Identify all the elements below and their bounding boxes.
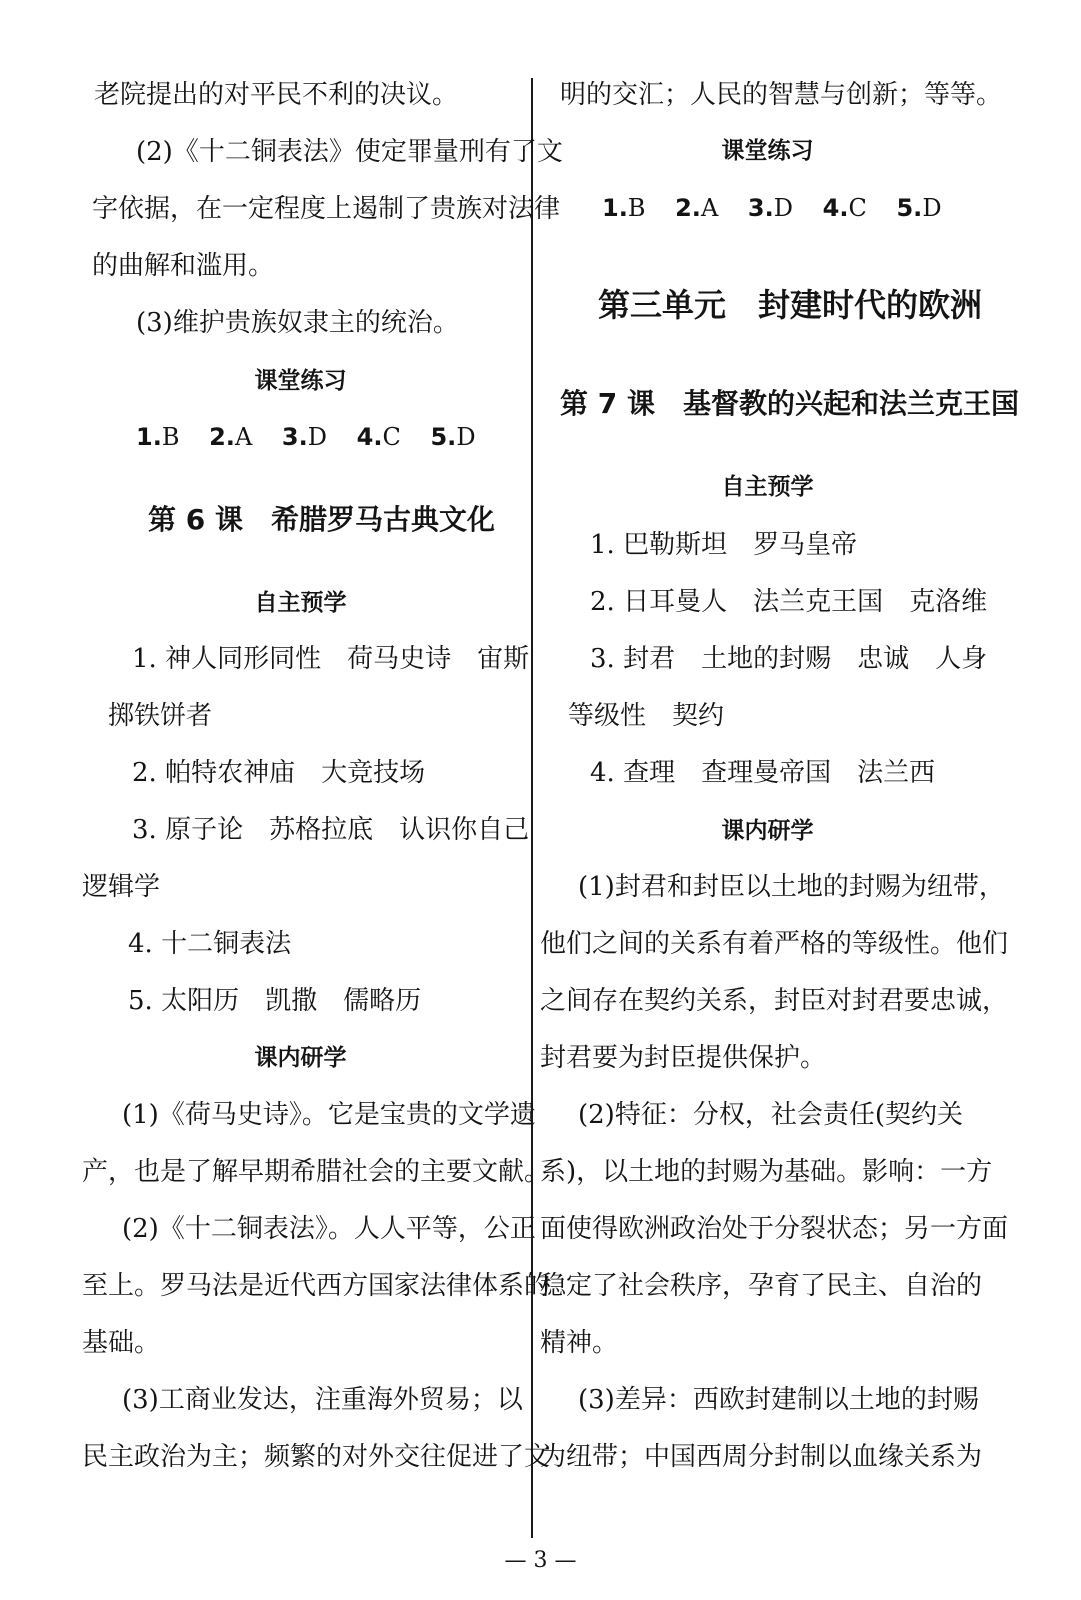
research-item-3-line-1: (3)差异：西欧封建制以土地的封赐 xyxy=(578,1385,979,1415)
research-item-1-line-2: 他们之间的关系有着严格的等级性。他们 xyxy=(540,929,1009,959)
right-column xyxy=(540,0,1019,1555)
section-heading-preview: 自主预学 xyxy=(721,474,814,500)
column-divider xyxy=(531,78,533,1538)
preview-item-1-line-1: 1. 神人同形同性 荷马史诗 宙斯 xyxy=(132,644,530,674)
preview-item-1: 1. 巴勒斯坦 罗马皇帝 xyxy=(590,530,858,560)
answer-value: D xyxy=(773,194,793,222)
research-item-1-line-3: 之间存在契约关系，封臣对封君要忠诚， xyxy=(540,986,1009,1016)
preview-item-5: 5. 太阳历 凯撒 儒略历 xyxy=(128,986,422,1016)
answer-item-2-line-1: (2)《十二铜表法》使定罪量刑有了文 xyxy=(136,137,563,167)
answer-value: B xyxy=(161,423,180,451)
research-item-2-line-4: 稳定了社会秩序，孕育了民主、自治的 xyxy=(540,1271,983,1301)
answer-number: 2. xyxy=(675,194,701,222)
preview-item-3-line-1: 3. 封君 土地的封赐 忠诚 人身 xyxy=(590,644,988,674)
lesson-7-title: 第 7 课 基督教的兴起和法兰克王国 xyxy=(560,387,1019,420)
answer-item-3: (3)维护贵族奴隶主的统治。 xyxy=(136,308,459,338)
answer-number: 3. xyxy=(747,194,774,222)
continued-text: 明的交汇；人民的智慧与创新；等等。 xyxy=(560,80,1003,110)
preview-item-3-line-2: 逻辑学 xyxy=(82,872,161,902)
research-item-1-line-2: 产，也是了解早期希腊社会的主要文献。 xyxy=(82,1157,551,1187)
preview-item-1-line-2: 掷铁饼者 xyxy=(108,701,213,731)
answer-item-2-line-2: 字依据，在一定程度上遏制了贵族对法律 xyxy=(92,194,561,224)
preview-item-4: 4. 查理 查理曼帝国 法兰西 xyxy=(590,758,936,788)
lesson-6-title: 第 6 课 希腊罗马古典文化 xyxy=(148,503,495,536)
page-number: — 3 — xyxy=(504,1548,577,1573)
answer-number: 2. xyxy=(209,423,235,451)
answer-value: A xyxy=(700,194,719,222)
research-item-3-line-1: (3)工商业发达，注重海外贸易；以 xyxy=(122,1385,523,1415)
section-heading-research: 课内研学 xyxy=(721,818,814,844)
answer-number: 4. xyxy=(822,194,849,222)
left-column xyxy=(78,0,563,1555)
practice-answers xyxy=(602,193,942,223)
answer-number: 5. xyxy=(430,423,457,451)
preview-item-2: 2. 帕特农神庙 大竞技场 xyxy=(132,758,426,788)
research-item-2-line-5: 精神。 xyxy=(540,1328,619,1358)
research-item-2-line-1: (2)《十二铜表法》。人人平等，公正 xyxy=(122,1214,536,1244)
research-item-2-line-1: (2)特征：分权，社会责任(契约关 xyxy=(578,1100,963,1130)
answer-number: 1. xyxy=(136,423,162,451)
answer-number: 1. xyxy=(602,194,628,222)
preview-item-3-line-1: 3. 原子论 苏格拉底 认识你自己 xyxy=(132,815,530,845)
practice-answers xyxy=(136,422,476,452)
research-item-1-line-1: (1)封君和封臣以土地的封赐为纽带， xyxy=(578,872,1005,902)
research-item-2-line-3: 面使得欧洲政治处于分裂状态；另一方面 xyxy=(540,1214,1009,1244)
research-item-2-line-3: 基础。 xyxy=(82,1328,161,1358)
continued-text: 老院提出的对平民不利的决议。 xyxy=(94,80,459,110)
answer-value: D xyxy=(922,194,942,222)
answer-value: B xyxy=(627,194,646,222)
research-item-3-line-2: 为纽带；中国西周分封制以血缘关系为 xyxy=(540,1442,983,1472)
preview-item-2: 2. 日耳曼人 法兰克王国 克洛维 xyxy=(590,587,988,617)
answer-item-2-line-3: 的曲解和滥用。 xyxy=(92,251,275,281)
section-heading-practice: 课堂练习 xyxy=(721,138,814,164)
section-heading-practice: 课堂练习 xyxy=(254,368,347,394)
answer-value: D xyxy=(307,423,327,451)
answer-value: D xyxy=(456,423,476,451)
answer-number: 5. xyxy=(896,194,923,222)
section-heading-preview: 自主预学 xyxy=(254,590,347,616)
preview-item-3-line-2: 等级性 契约 xyxy=(568,701,725,731)
research-item-3-line-2: 民主政治为主；频繁的对外交往促进了文 xyxy=(82,1442,551,1472)
preview-item-4: 4. 十二铜表法 xyxy=(128,929,292,959)
section-heading-research: 课内研学 xyxy=(254,1045,347,1071)
answer-value: A xyxy=(234,423,253,451)
answer-value: C xyxy=(382,423,401,451)
answer-value: C xyxy=(848,194,867,222)
research-item-1-line-4: 封君要为封臣提供保护。 xyxy=(540,1043,827,1073)
unit-title: 第三单元 封建时代的欧洲 xyxy=(598,286,983,324)
research-item-1-line-1: (1)《荷马史诗》。它是宝贵的文学遗 xyxy=(122,1100,536,1130)
research-item-2-line-2: 系)，以土地的封赐为基础。影响：一方 xyxy=(540,1157,993,1187)
research-item-2-line-2: 至上。罗马法是近代西方国家法律体系的 xyxy=(82,1271,551,1301)
answer-number: 4. xyxy=(356,423,383,451)
answer-number: 3. xyxy=(281,423,308,451)
